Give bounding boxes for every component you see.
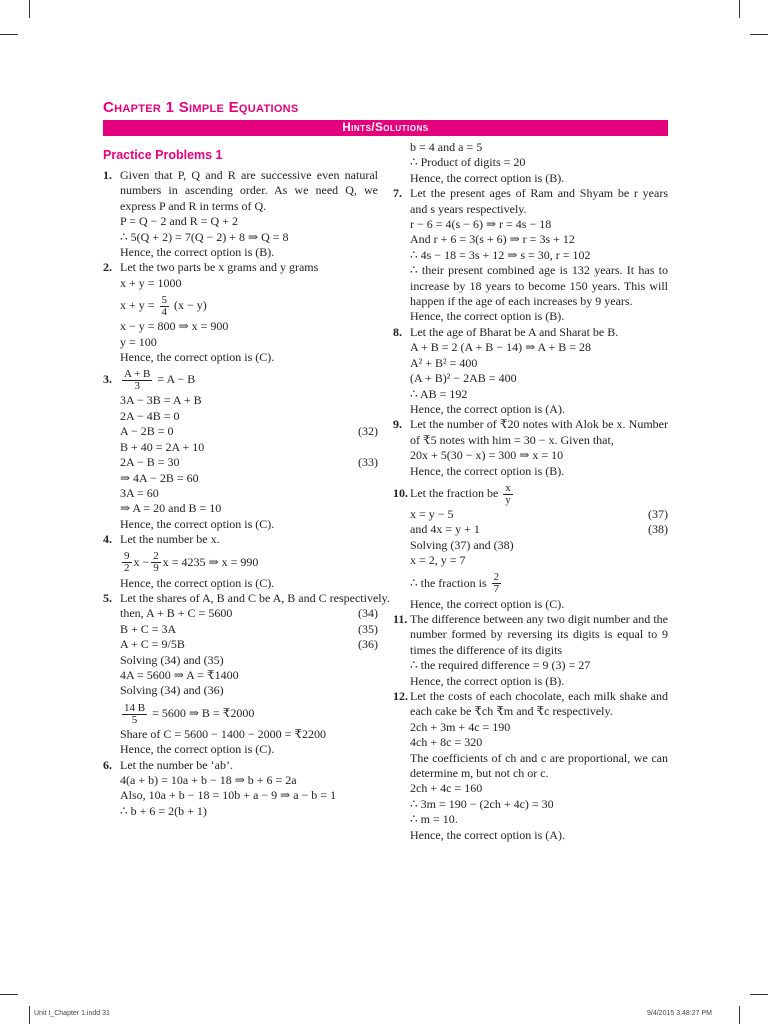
problem-number: 10. [393, 485, 408, 500]
equation-number: (36) [358, 637, 378, 652]
problem-number: 4. [103, 532, 112, 547]
solution-line [103, 501, 378, 516]
solution-line [393, 186, 668, 217]
solution-line [393, 812, 668, 827]
fraction-numerator: 2 [493, 571, 500, 584]
line-text: ∴ 4s − 18 = 3s + 12 ⇒ s = 30, r = 102 [410, 247, 591, 262]
solution-line [103, 230, 378, 245]
solution-line [103, 590, 390, 606]
line-text: 3A − 3B = A + B [120, 393, 202, 408]
line-text: Hence, the correct option is (C). [120, 350, 275, 365]
solution-line [103, 622, 378, 637]
line-text: (A + B)² − 2AB = 400 [410, 371, 517, 386]
problem-number: 8. [393, 324, 402, 339]
crop-mark [739, 1006, 740, 1024]
line-text: 4A = 5600 ⇒ A = ₹1400 [120, 667, 239, 682]
crop-mark [0, 34, 18, 35]
equation-number: (32) [358, 424, 378, 439]
line-text: Let the fraction be [410, 485, 502, 500]
line-text: ∴ AB = 192 [410, 386, 468, 401]
solution-line [103, 409, 378, 424]
solution-line [393, 553, 668, 568]
solution-line [393, 464, 668, 479]
line-text: x − y = 800 ⇒ x = 900 [120, 319, 229, 334]
line-text: ⇒ 4A − 2B = 60 [120, 470, 199, 485]
solution-line [103, 486, 378, 501]
solution-line [103, 276, 378, 291]
line-text: Also, 10a + b − 18 = 10b + a − 9 ⇒ a − b = 1 [120, 788, 337, 803]
line-text: r − 6 = 4(s − 6) ⇒ r = 4s − 18 [410, 217, 552, 232]
problem-number: 11. [393, 611, 408, 626]
line-text: Hence, the correct option is (C). [410, 596, 565, 611]
crop-mark [29, 0, 30, 18]
solution-line [393, 735, 668, 750]
solution-line [393, 538, 668, 553]
solution-line [103, 319, 378, 334]
line-text: 2A − 4B = 0 [120, 408, 180, 423]
solution-line [103, 788, 378, 803]
solution-line [393, 479, 668, 507]
fraction-numerator: 2 [153, 550, 159, 563]
fraction-numerator: x [505, 481, 511, 494]
crop-mark [750, 994, 768, 995]
solution-line [393, 387, 668, 402]
solution-line [103, 335, 378, 350]
solution-line [103, 350, 378, 365]
line-text: Hence, the correct option is (B). [410, 673, 565, 688]
solution-line [393, 507, 668, 522]
section-title: Practice Problems 1 [103, 148, 223, 162]
line-text: Share of C = 5600 − 1400 − 2000 = ₹2200 [120, 726, 327, 741]
line-text: ∴ 5(Q + 2) = 7(Q − 2) + 8 ⇒ Q = 8 [120, 229, 289, 244]
line-text: Hence, the correct option is (B). [410, 170, 565, 185]
problem-number: 1. [103, 168, 112, 182]
solution-line [393, 828, 668, 843]
line-text: ∴ m = 10. [410, 812, 458, 827]
solution-line [103, 637, 378, 652]
fraction [492, 572, 502, 595]
line-text: x = y − 5 [410, 506, 454, 521]
fraction-numerator: 9 [124, 550, 130, 563]
line-text: Solving (34) and (35) [120, 652, 224, 667]
line-text: Hence, the correct option is (A). [410, 827, 565, 842]
crop-mark [750, 34, 768, 35]
solution-line [393, 155, 668, 170]
solution-line [393, 597, 668, 612]
solution-line [103, 742, 378, 757]
solution-line [103, 773, 378, 788]
solution-line [103, 393, 378, 408]
line-text: 4(a + b) = 10a + b − 18 ⇒ b + 6 = 2a [120, 773, 297, 787]
line-text: 4ch + 8c = 320 [410, 735, 483, 750]
problem-number: 3. [103, 372, 112, 387]
footer-timestamp: 9/4/2015 3:48:27 PM [647, 1010, 712, 1017]
line-text: B + C = 3A [120, 621, 177, 636]
line-text: Solving (37) and (38) [410, 537, 514, 552]
line-text: = 5600 ⇒ B = ₹2000 [149, 705, 255, 720]
solution-line [393, 417, 668, 448]
line-text: A − 2B = 0 [120, 424, 174, 439]
solution-line [393, 751, 668, 782]
line-text: 20x + 5(30 − x) = 300 ⇒ x = 10 [410, 448, 564, 463]
line-text: 2A − B = 30 [120, 455, 180, 470]
solution-line [103, 548, 378, 576]
line-text: ∴ b + 6 = 2(b + 1) [120, 803, 207, 818]
line-text: And r + 6 = 3(s + 6) ⇒ r = 3s + 12 [410, 232, 575, 247]
solution-line [103, 245, 378, 260]
solution-line [103, 517, 378, 532]
solution-line [103, 455, 378, 470]
solution-line [393, 171, 668, 186]
solution-line [103, 758, 378, 773]
solution-line [393, 612, 668, 658]
solution-line [393, 309, 668, 324]
equation-number: (33) [358, 455, 378, 470]
solution-line [103, 576, 378, 591]
solution-line [103, 291, 378, 319]
line-text: y = 100 [120, 334, 157, 349]
line-text: Solving (34) and (36) [120, 683, 224, 698]
solution-line [103, 804, 378, 819]
fraction [503, 483, 513, 506]
line-text: A² + B² = 400 [410, 355, 478, 370]
solution-line [393, 720, 668, 735]
line-text: 2ch + 4c = 160 [410, 781, 483, 796]
chapter-title: Chapter 1 Simple Equations [103, 99, 299, 116]
fraction-denominator: 7 [493, 583, 500, 596]
line-text: The coefficients of ch and c are proportional, we can determine m, but not ch or c. [410, 750, 668, 781]
problem-number: 12. [393, 689, 408, 703]
equation-number: (38) [648, 522, 668, 537]
equation-number: (34) [358, 606, 378, 621]
line-text: 2ch + 3m + 4c = 190 [410, 719, 511, 734]
hints-solutions-bar: Hints/Solutions [103, 120, 668, 136]
line-text: Let the costs of each chocolate, each milk shake and each cake be ₹ch ₹m and ₹c respectively. [410, 689, 668, 719]
line-text: Given that P, Q and R are successive even natural numbers in ascending order. As we need Q, we express P and R in terms of Q. [120, 168, 378, 213]
line-text: x − [133, 554, 150, 569]
solution-line [393, 340, 668, 355]
problem-number: 5. [103, 590, 112, 605]
fraction [122, 703, 147, 726]
crop-mark [739, 0, 740, 18]
solution-line [393, 569, 668, 597]
line-text: Let the two parts be x grams and y grams [120, 260, 319, 275]
line-text: ∴ the fraction is [410, 575, 490, 590]
solution-line [393, 448, 668, 463]
problem-number: 2. [103, 260, 112, 275]
line-text: and 4x = y + 1 [410, 522, 480, 537]
line-text: Hence, the correct option is (C). [120, 516, 275, 531]
line-text: P = Q − 2 and R = Q + 2 [120, 214, 238, 229]
fraction [122, 369, 152, 392]
line-text: Let the number be x. [120, 532, 220, 547]
solution-line [393, 356, 668, 371]
line-text: Let the number of ₹20 notes with Alok be x. Number of ₹5 notes with him = 30 − x. Given that, [410, 417, 668, 447]
fraction-denominator: 4 [161, 306, 168, 318]
line-text: x = 4235 ⇒ x = 990 [162, 554, 259, 569]
crop-mark [0, 994, 18, 995]
left-column [103, 144, 390, 819]
footer-file-name: Unit I_Chapter 1.indd 31 [34, 1010, 110, 1017]
solution-line [393, 522, 668, 537]
solution-line [393, 371, 668, 386]
line-text: then, A + B + C = 5600 [120, 606, 233, 621]
line-text: ∴ the required difference = 9 (3) = 27 [410, 658, 591, 673]
solution-line [103, 260, 378, 275]
line-text: Hence, the correct option is (C). [120, 742, 275, 757]
fraction-denominator: 9 [153, 562, 159, 575]
line-text: Let the number be ‘ab’. [120, 757, 233, 772]
solution-line [103, 365, 378, 393]
solution-line [393, 263, 668, 309]
solution-line [103, 214, 378, 229]
line-text: Let the age of Bharat be A and Sharat be B. [410, 324, 619, 339]
problem-number: 6. [103, 757, 112, 772]
solution-line [103, 668, 378, 683]
line-text: Let the present ages of Ram and Shyam be r years and s years respectively. [410, 186, 668, 216]
solution-line [393, 402, 668, 417]
crop-mark [29, 1006, 30, 1024]
solution-line [103, 440, 378, 455]
solution-line [393, 140, 668, 155]
solution-line [103, 532, 378, 547]
line-text: Hence, the correct option is (C). [120, 575, 275, 590]
line-text: Hence, the correct option is (B). [410, 309, 565, 324]
line-text: Hence, the correct option is (A). [410, 401, 565, 416]
line-text: x + y = [120, 298, 158, 313]
fraction-denominator: 2 [124, 562, 130, 575]
solution-line [103, 727, 378, 742]
fraction-numerator: A + B [124, 368, 151, 381]
line-text: A + B = 2 (A + B − 14) ⇒ A + B = 28 [410, 340, 592, 355]
solution-line [103, 653, 378, 668]
line-text: Hence, the correct option is (B). [120, 245, 275, 260]
line-text: (x − y) [171, 298, 207, 313]
solution-line [393, 232, 668, 247]
solution-line [393, 325, 668, 340]
solution-line [393, 674, 668, 689]
solution-line [103, 683, 378, 698]
solution-line [393, 689, 668, 720]
solution-line [103, 606, 378, 621]
line-text: ∴ their present combined age is 132 years. It has to increase by 18 years to become 150 years. This will happen if the age of each increases by 9 years. [410, 263, 668, 309]
solution-line [103, 471, 378, 486]
fraction [122, 551, 132, 574]
line-text: The difference between any two digit number and the number formed by reversing its digits is equal to 9 times the difference of its digits [410, 611, 668, 657]
equation-number: (37) [648, 506, 668, 521]
line-text: b = 4 and a = 5 [410, 140, 483, 154]
line-text: ∴ Product of digits = 20 [410, 155, 526, 170]
fraction-denominator: 5 [131, 713, 138, 726]
fraction [151, 551, 161, 574]
line-text: 3A = 60 [120, 485, 159, 500]
solution-line [103, 168, 378, 214]
equation-number: (35) [358, 621, 378, 636]
line-text: Hence, the correct option is (B). [410, 463, 565, 478]
solution-line [393, 781, 668, 796]
line-text: ∴ 3m = 190 − (2ch + 4c) = 30 [410, 796, 554, 811]
solution-line [103, 699, 378, 727]
solution-line [393, 797, 668, 812]
line-text: B + 40 = 2A + 10 [120, 439, 205, 454]
fraction-denominator: 3 [134, 380, 140, 393]
line-text: = A − B [154, 372, 196, 387]
problem-number: 9. [393, 417, 402, 432]
solution-line [393, 217, 668, 232]
line-text: x + y = 1000 [120, 275, 182, 290]
right-column [393, 140, 668, 843]
problem-number: 7. [393, 186, 402, 201]
line-text: A + C = 9/5B [120, 637, 185, 652]
fraction [160, 295, 170, 318]
fraction-numerator: 14 B [124, 701, 146, 714]
line-text: Let the shares of A, B and C be A, B and C respectively. [120, 590, 390, 605]
solution-line [393, 658, 668, 673]
solution-line [393, 248, 668, 263]
fraction-numerator: 5 [161, 294, 168, 306]
fraction-denominator: y [505, 493, 511, 506]
solution-line [103, 424, 378, 439]
line-text: ⇒ A = 20 and B = 10 [120, 501, 222, 516]
line-text: x = 2, y = 7 [410, 553, 466, 568]
